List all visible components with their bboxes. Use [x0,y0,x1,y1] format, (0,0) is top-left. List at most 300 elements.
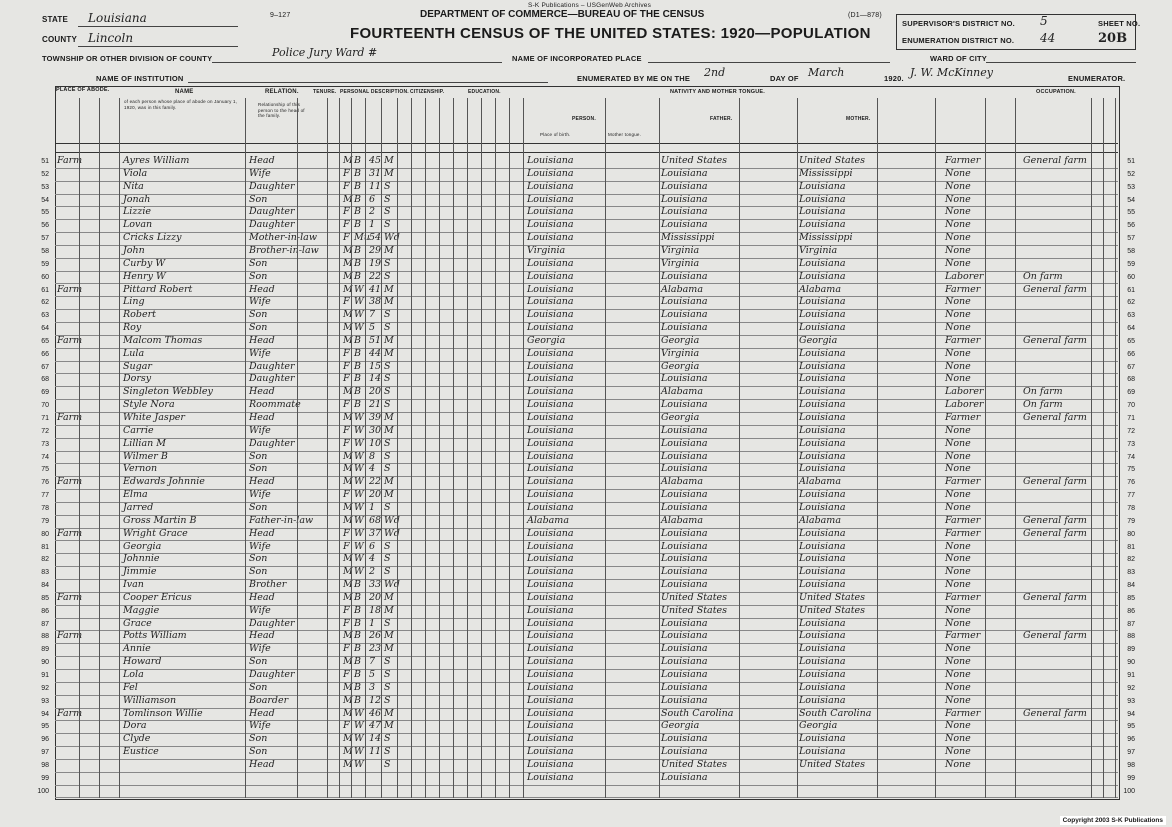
line-number: 81 [41,543,49,551]
cell-age: 6 [369,193,376,205]
column-rule [439,98,440,798]
cell-occ: Farmer [945,155,981,166]
cell-race: B [354,334,361,346]
cell-race: B [354,604,361,616]
cell-age: 7 [369,309,376,321]
cell-occ: Farmer [945,514,981,526]
cell-mb: Louisiana [799,180,846,192]
cell-sex: F [343,540,350,552]
cell-sex: M [343,681,353,693]
cell-sex: F [343,604,350,616]
cell-rel: Son [249,553,268,565]
cell-sex: F [343,424,350,436]
cell-mb: Georgia [799,334,838,346]
cell-sex: F [343,360,350,372]
cell-name: Howard [123,656,162,668]
line-number: 85 [1127,594,1135,602]
cell-mb: Louisiana [799,412,846,423]
cell-sex: F [343,296,350,308]
cell-mb: United States [799,591,866,603]
cell-ms: S [384,733,391,745]
cell-name: Dorsy [123,373,152,385]
subsection-mother: MOTHER. [846,116,871,122]
line-number: 72 [41,427,49,435]
column-rule [397,98,398,798]
cell-fb: Louisiana [661,771,708,783]
cell-age: 8 [369,450,376,462]
cell-ind: General farm [1023,155,1087,166]
cell-age: 2 [369,206,376,218]
section-citizenship: CITIZENSHIP. [410,89,445,95]
cell-ms: S [384,193,391,205]
cell-age: 39 [369,412,382,423]
cell-birth: Louisiana [527,771,574,783]
cell-name: Singleton Webbley [123,386,213,398]
relation-column-description: Relationship of this person to the head of the family. [258,102,305,118]
line-number: 56 [1127,222,1135,230]
table-row [41,579,1135,593]
cell-mb: Louisiana [799,424,846,436]
cell-fb: Louisiana [661,450,708,462]
line-number: 74 [1127,453,1135,461]
cell-mb: Louisiana [799,643,846,655]
cell-name: Gross Martin B [123,514,197,526]
cell-dw: Farm [57,283,83,295]
section-place-of-abode: PLACE OF ABODE. [56,87,110,93]
enumerator-name: J. W. McKinney [910,66,993,79]
table-row [41,553,1135,567]
table-row [41,617,1135,632]
cell-birth: Louisiana [527,489,574,501]
line-number: 88 [41,633,49,641]
cell-sex: F [343,206,350,218]
line-number: 99 [41,774,49,782]
column-rule [985,98,986,798]
table-row [41,180,1135,195]
table-row [41,566,1135,580]
cell-occ: None [945,193,971,205]
colnum-divider [55,152,1118,153]
line-number: 53 [41,183,49,191]
cell-ms: M [384,591,394,603]
table-row [41,746,1135,760]
cell-dw: Farm [57,527,83,539]
cell-age: 4 [369,553,376,565]
table-row [41,386,1135,400]
column-rule [351,98,352,798]
cell-race: W [354,283,364,295]
cell-birth: Louisiana [527,412,574,423]
cell-birth: Alabama [527,514,569,526]
cell-sex: M [343,553,353,565]
table-row [41,630,1135,644]
cell-sex: M [343,758,353,770]
cell-birth: Louisiana [527,591,574,603]
cell-fb: Louisiana [661,424,708,436]
cell-race: B [354,630,361,642]
cell-occ: None [945,694,971,706]
cell-race: W [354,463,364,475]
line-number: 59 [41,260,49,268]
page-title: FOURTEENTH CENSUS OF THE UNITED STATES: 1920—POPULATION [350,25,871,42]
cell-occ: None [945,733,971,745]
line-number: 64 [1127,325,1135,333]
cell-birth: Louisiana [527,232,574,244]
cell-mb: Louisiana [799,219,846,231]
ward-underline [986,62,1136,63]
cell-birth: Louisiana [527,296,574,308]
cell-sex: M [343,412,353,423]
cell-fb: Louisiana [661,437,708,449]
cell-ms: S [384,322,391,334]
cell-mb: Louisiana [799,579,846,591]
table-row [41,707,1135,722]
cell-ms: S [384,669,391,680]
line-number: 82 [41,556,49,564]
cell-fb: Mississippi [661,232,715,244]
cell-fb: United States [661,155,728,166]
cell-race: B [354,643,361,655]
supervisor-label: SUPERVISOR'S DISTRICT NO. [902,19,1015,28]
cell-occ: Farmer [945,591,981,603]
cell-sex: M [343,591,353,603]
cell-birth: Louisiana [527,424,574,436]
cell-occ: Farmer [945,476,981,488]
table-row [41,669,1135,683]
cell-dw: Farm [57,476,83,488]
cell-name: Malcom Thomas [123,334,203,346]
state-label: STATE [42,15,69,24]
cell-name: Georgia [123,540,162,552]
cell-occ: None [945,501,971,513]
cell-rel: Son [249,193,268,205]
cell-rel: Wife [249,296,271,308]
cell-mb: Louisiana [799,617,846,629]
cell-rel: Son [249,322,268,334]
cell-age: 10 [369,437,382,449]
cell-age: 4 [369,463,376,475]
line-number: 70 [41,402,49,410]
column-rule [1015,98,1016,798]
table-row [41,424,1135,439]
line-number: 87 [1127,620,1135,628]
line-number: 62 [41,299,49,307]
cell-name: Lola [123,669,144,680]
cell-sex: F [343,373,350,385]
line-number: 66 [1127,350,1135,358]
line-number: 59 [1127,260,1135,268]
line-number: 94 [41,710,49,718]
line-number: 77 [41,492,49,500]
cell-name: Nita [123,180,144,192]
form-code-right: (D1—878) [848,12,882,19]
cell-ms: M [384,630,394,642]
cell-occ: None [945,373,971,385]
cell-rel: Daughter [249,669,295,680]
cell-occ: Farmer [945,630,981,642]
cell-age: 14 [369,373,382,385]
cell-rel: Brother-in-law [249,244,319,256]
table-row [41,360,1135,375]
column-rule [425,98,426,798]
cell-occ: None [945,257,971,269]
cell-sex: M [343,630,353,642]
cell-rel: Wife [249,604,271,616]
cell-sex: M [343,322,353,334]
cell-age: 21 [369,399,382,411]
cell-rel: Son [249,566,268,578]
cell-name: Jarred [123,501,154,513]
cell-dw: Farm [57,155,83,166]
column-rule [605,98,606,798]
table-row [41,540,1135,555]
cell-age: 18 [369,604,382,616]
cell-rel: Wife [249,424,271,436]
line-number: 99 [1127,774,1135,782]
cell-race: B [354,244,361,256]
line-number: 76 [41,479,49,487]
cell-age: 31 [369,167,382,179]
cell-ms: S [384,270,391,282]
cell-birth: Virginia [527,244,566,256]
cell-name: Cooper Ericus [123,591,192,603]
line-number: 68 [1127,376,1135,384]
cell-ms: S [384,463,391,475]
cell-race: W [354,758,364,770]
cell-race: W [354,309,364,321]
subsection-father: FATHER. [710,116,733,122]
cell-race: W [354,566,364,578]
cell-rel: Daughter [249,219,295,231]
cell-ms: S [384,360,391,372]
cell-sex: M [343,733,353,745]
table-row [41,733,1135,747]
cell-mb: Louisiana [799,656,846,668]
cell-fb: Georgia [661,720,700,732]
cell-name: Wright Grace [123,527,188,539]
cell-ms: S [384,746,391,758]
cell-mb: South Carolina [799,707,872,719]
line-number: 91 [41,672,49,679]
cell-sex: F [343,219,350,231]
cell-occ: None [945,553,971,565]
cell-mb: Louisiana [799,322,846,334]
cell-occ: None [945,309,971,321]
cell-fb: Louisiana [661,669,708,680]
line-number: 83 [1127,569,1135,577]
cell-birth: Louisiana [527,656,574,668]
cell-ms: S [384,257,391,269]
cell-ind: General farm [1023,591,1087,603]
institution-underline [188,82,548,83]
cell-occ: Laborer [945,399,984,411]
cell-occ: None [945,540,971,552]
table-row [41,334,1135,349]
cell-race: W [354,322,364,334]
cell-fb: United States [661,758,728,770]
cell-race: B [354,399,361,411]
cell-fb: Louisiana [661,643,708,655]
line-number: 86 [1127,607,1135,615]
cell-occ: None [945,758,971,770]
table-row [41,694,1135,709]
table-row [41,193,1135,208]
cell-race: W [354,540,364,552]
cell-sex: M [343,309,353,321]
cell-sex: M [343,270,353,282]
cell-sex: M [343,334,353,346]
line-number: 79 [41,517,49,525]
cell-occ: Farmer [945,283,981,295]
cell-ind: On farm [1023,270,1063,282]
cell-birth: Louisiana [527,476,574,488]
line-number: 90 [41,659,49,667]
line-number: 97 [41,749,49,757]
column-rule [411,98,412,798]
cell-fb: Alabama [661,386,703,398]
cell-rel: Wife [249,167,271,179]
copyright-footer: Copyright 2003 S-K Publications [1060,816,1166,825]
cell-age: 23 [369,643,382,655]
cell-ms: M [384,347,394,359]
cell-age: 30 [369,424,382,436]
cell-fb: Virginia [661,347,700,359]
cell-mb: Alabama [799,476,841,488]
cell-rel: Daughter [249,437,295,449]
cell-name: Viola [123,167,148,179]
cell-ind: General farm [1023,334,1087,346]
cell-mb: United States [799,604,866,616]
cell-mb: Louisiana [799,540,846,552]
cell-occ: None [945,232,971,244]
cell-rel: Head [249,758,275,770]
table-row [41,489,1135,503]
cell-birth: Louisiana [527,681,574,693]
column-rule [481,98,482,798]
cell-sex: M [343,450,353,462]
line-number: 75 [41,466,49,474]
line-number: 86 [41,607,49,615]
cell-rel: Head [249,334,275,346]
cell-race: W [354,296,364,308]
cell-race: W [354,424,364,436]
cell-age: 15 [369,360,382,372]
cell-fb: United States [661,591,728,603]
cell-age: 51 [369,334,382,346]
table-row [41,373,1135,387]
month-value: March [808,66,845,79]
state-underline [78,26,238,27]
cell-fb: Louisiana [661,527,708,539]
cell-race: B [354,694,361,706]
line-number: 52 [1127,170,1135,178]
table-row [41,206,1135,220]
cell-occ: None [945,450,971,462]
cell-ms: Wd [384,514,400,526]
cell-fb: Louisiana [661,167,708,179]
cell-sex: F [343,167,350,179]
cell-race: W [354,489,364,501]
table-row [41,591,1135,606]
cell-sex: M [343,514,353,526]
cell-occ: Farmer [945,707,981,719]
cell-race: B [354,347,361,359]
table-row [41,412,1135,426]
name-column-description: of each person whose place of abode on January 1, 1920, was in this family. [124,99,238,110]
line-number: 89 [1127,646,1135,654]
cell-rel: Brother [249,579,287,591]
cell-age: 12 [369,694,382,706]
cell-occ: None [945,219,971,231]
cell-sex: M [343,566,353,578]
cell-ms: M [384,167,394,179]
table-row [41,155,1135,169]
line-number: 51 [41,158,49,165]
cell-ms: S [384,656,391,668]
cell-fb: Alabama [661,514,703,526]
cell-fb: Louisiana [661,694,708,706]
cell-birth: Louisiana [527,437,574,449]
line-number: 84 [41,582,49,590]
cell-occ: None [945,437,971,449]
day-of-label: DAY OF [770,74,799,83]
cell-race: W [354,707,364,719]
cell-fb: Georgia [661,412,700,423]
county-value: Lincoln [88,31,134,45]
department-title: DEPARTMENT OF COMMERCE—BUREAU OF THE CENSUS [420,9,705,20]
cell-mb: Louisiana [799,553,846,565]
cell-occ: None [945,360,971,372]
table-row [41,720,1135,734]
cell-mb: Louisiana [799,489,846,501]
cell-birth: Louisiana [527,501,574,513]
cell-name: John [123,244,145,256]
cell-age: 20 [369,591,382,603]
person-tongue-head: Mother tongue. [608,132,642,137]
line-number: 80 [41,530,49,538]
cell-rel: Wife [249,720,271,732]
cell-ind: General farm [1023,527,1087,539]
cell-rel: Son [249,501,268,513]
cell-ms: S [384,180,391,192]
column-rule [495,98,496,798]
cell-mb: Mississippi [799,232,853,244]
line-number: 100 [37,787,49,795]
column-rule [245,98,246,798]
cell-rel: Head [249,707,275,719]
cell-ms: Wd [384,527,400,539]
cell-mb: Louisiana [799,206,846,218]
cell-age: 20 [369,489,382,501]
cell-rel: Daughter [249,617,295,629]
line-number: 84 [1127,582,1135,590]
cell-occ: None [945,424,971,436]
cell-birth: Louisiana [527,604,574,616]
line-number: 76 [1127,479,1135,487]
cell-birth: Louisiana [527,155,574,166]
cell-name: Johnnie [123,553,160,565]
cell-fb: Louisiana [661,219,708,231]
cell-birth: Louisiana [527,180,574,192]
cell-race: B [354,180,361,192]
cell-name: Ayres William [123,155,190,166]
cell-age: 38 [369,296,382,308]
cell-age: 22 [369,476,382,488]
cell-rel: Son [249,257,268,269]
line-number: 87 [41,620,49,628]
cell-fb: Virginia [661,257,700,269]
cell-fb: Louisiana [661,373,708,385]
